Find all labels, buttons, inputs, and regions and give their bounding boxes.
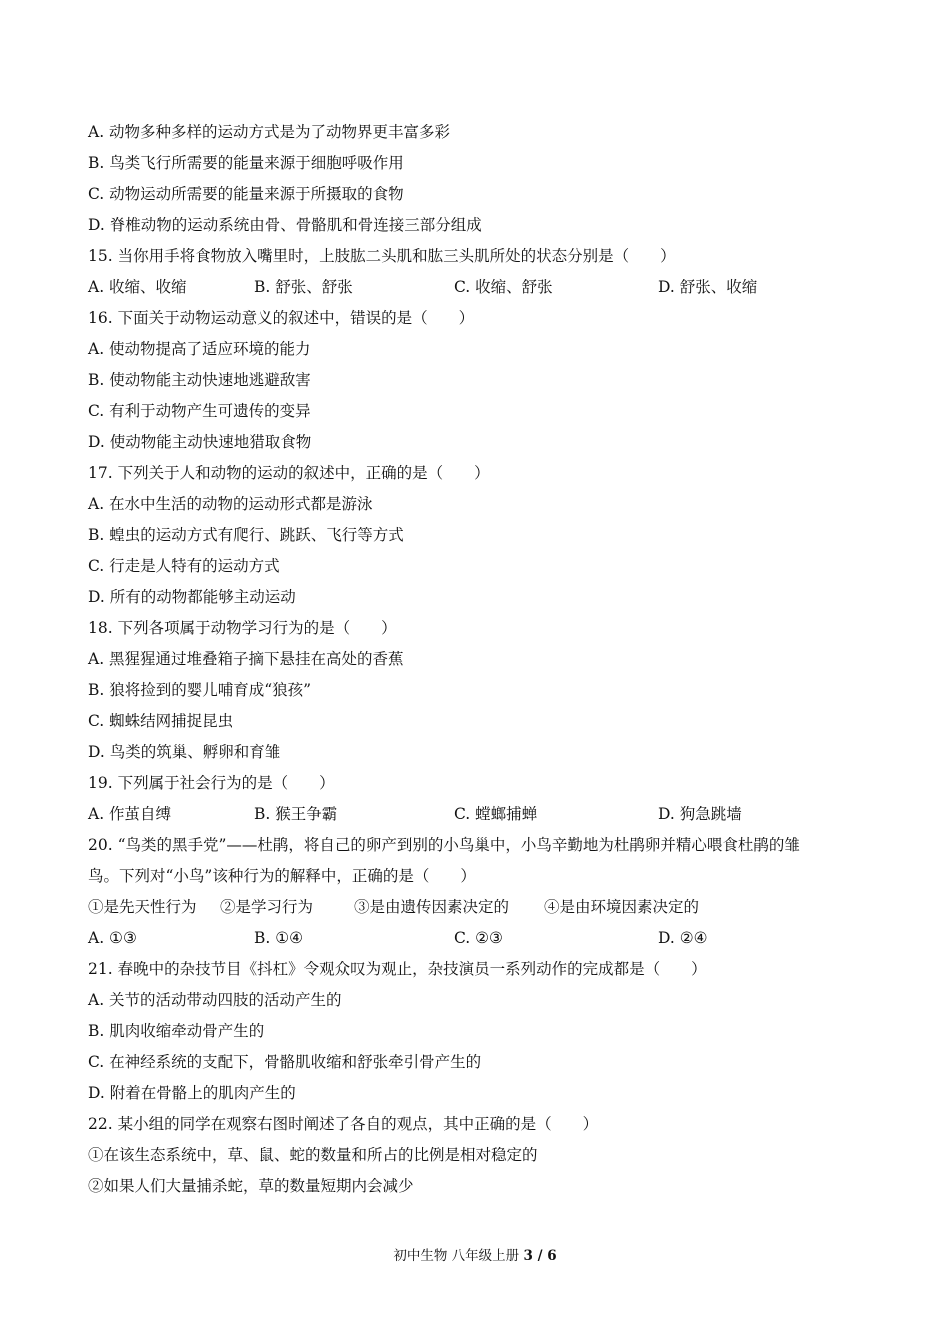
q17-option-b: B. 蝗虫的运动方式有爬行、跳跃、飞行等方式 bbox=[88, 526, 404, 544]
q15-option-c: C. 收缩、舒张 bbox=[454, 278, 553, 296]
q14-option-b: B. 鸟类飞行所需要的能量来源于细胞呼吸作用 bbox=[88, 154, 404, 172]
q18-option-d: D. 鸟类的筑巢、孵卵和育雏 bbox=[88, 743, 281, 761]
q21-option-d: D. 附着在骨骼上的肌肉产生的 bbox=[88, 1084, 296, 1102]
q16-option-a: A. 使动物提高了适应环境的能力 bbox=[88, 340, 311, 358]
q18-option-b: B. 狼将捡到的婴儿哺育成“狼孩” bbox=[88, 681, 312, 699]
q22-statement-1: ①在该生态系统中，草、鼠、蛇的数量和所占的比例是相对稳定的 bbox=[88, 1146, 538, 1164]
q20-option-a: A. ①③ bbox=[88, 929, 137, 947]
q22-stem: 22. 某小组的同学在观察右图时阐述了各自的观点，其中正确的是（ ） bbox=[88, 1115, 599, 1133]
q17-stem: 17. 下列关于人和动物的运动的叙述中，正确的是（ ） bbox=[88, 464, 490, 482]
q17-option-d: D. 所有的动物都能够主动运动 bbox=[88, 588, 296, 606]
q14-option-a: A. 动物多种多样的运动方式是为了动物界更丰富多彩 bbox=[88, 123, 451, 141]
q18-option-a: A. 黑猩猩通过堆叠箱子摘下悬挂在高处的香蕉 bbox=[88, 650, 404, 668]
q15-option-d: D. 舒张、收缩 bbox=[658, 278, 758, 296]
q18-option-c: C. 蜘蛛结网捕捉昆虫 bbox=[88, 712, 234, 730]
q16-stem: 16. 下面关于动物运动意义的叙述中，错误的是（ ） bbox=[88, 309, 475, 327]
q20-options bbox=[88, 923, 878, 954]
q21-option-a: A. 关节的活动带动四肢的活动产生的 bbox=[88, 991, 342, 1009]
q22-statement-2: ②如果人们大量捕杀蛇，草的数量短期内会减少 bbox=[88, 1177, 414, 1195]
q20-statement-3: ③是由遗传因素决定的 bbox=[354, 898, 510, 916]
question-content bbox=[88, 117, 878, 1202]
q19-option-a: A. 作茧自缚 bbox=[88, 805, 172, 823]
q20-option-c: C. ②③ bbox=[454, 929, 503, 947]
q15-option-b: B. 舒张、舒张 bbox=[254, 278, 353, 296]
q15-options bbox=[88, 272, 878, 303]
q20-statements bbox=[88, 892, 878, 923]
q19-options bbox=[88, 799, 878, 830]
q19-option-c: C. 螳螂捕蝉 bbox=[454, 805, 538, 823]
q20-stem-line2: 鸟。下列对“小鸟”该种行为的解释中，正确的是（ ） bbox=[88, 867, 476, 885]
q20-statement-2: ②是学习行为 bbox=[220, 898, 314, 916]
q17-option-a: A. 在水中生活的动物的运动形式都是游泳 bbox=[88, 495, 373, 513]
q21-stem: 21. 春晚中的杂技节目《抖杠》令观众叹为观止，杂技演员一系列动作的完成都是（ ） bbox=[88, 960, 707, 978]
q20-option-d: D. ②④ bbox=[658, 929, 708, 947]
q20-statement-1: ①是先天性行为 bbox=[88, 898, 197, 916]
q17-option-c: C. 行走是人特有的运动方式 bbox=[88, 557, 280, 575]
q18-stem: 18. 下列各项属于动物学习行为的是（ ） bbox=[88, 619, 397, 637]
q14-option-d: D. 脊椎动物的运动系统由骨、骨骼肌和骨连接三部分组成 bbox=[88, 216, 482, 234]
q15-option-a: A. 收缩、收缩 bbox=[88, 278, 187, 296]
q16-option-c: C. 有利于动物产生可遗传的变异 bbox=[88, 402, 311, 420]
page-footer bbox=[0, 1244, 950, 1264]
q21-option-b: B. 肌肉收缩牵动骨产生的 bbox=[88, 1022, 265, 1040]
q20-stem-line1: 20. “鸟类的黑手党”——杜鹃，将自己的卵产到别的小鸟巢中，小鸟辛勤地为杜鹃卵并精心喂食杜鹃的雏 bbox=[88, 836, 800, 854]
q16-option-d: D. 使动物能主动快速地猎取食物 bbox=[88, 433, 312, 451]
q16-option-b: B. 使动物能主动快速地逃避敌害 bbox=[88, 371, 311, 389]
q20-statement-4: ④是由环境因素决定的 bbox=[544, 898, 700, 916]
footer-subject: 初中生物 八年级上册 bbox=[393, 1248, 524, 1264]
q19-option-d: D. 狗急跳墙 bbox=[658, 805, 742, 823]
q21-option-c: C. 在神经系统的支配下，骨骼肌收缩和舒张牵引骨产生的 bbox=[88, 1053, 482, 1071]
q14-option-c: C. 动物运动所需要的能量来源于所摄取的食物 bbox=[88, 185, 404, 203]
q15-stem: 15. 当你用手将食物放入嘴里时，上肢肱二头肌和肱三头肌所处的状态分别是（ ） bbox=[88, 247, 676, 265]
q19-stem: 19. 下列属于社会行为的是（ ） bbox=[88, 774, 335, 792]
q20-option-b: B. ①④ bbox=[254, 929, 304, 947]
footer-page-number: 3 / 6 bbox=[523, 1248, 557, 1264]
q19-option-b: B. 猴王争霸 bbox=[254, 805, 338, 823]
